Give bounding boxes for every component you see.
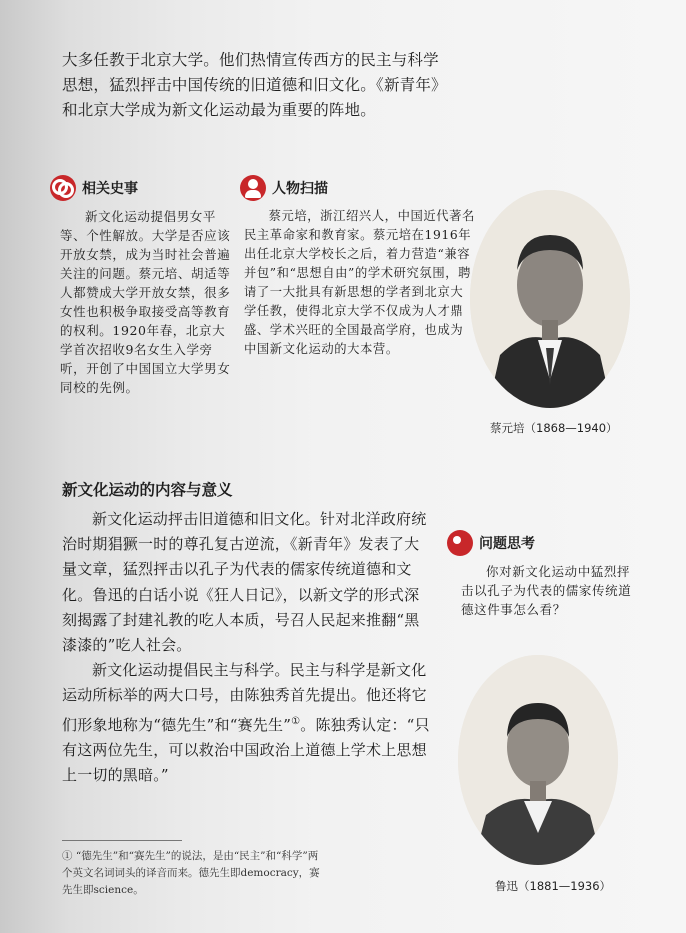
lu-xun-photo	[458, 655, 618, 865]
paragraph-2-part-1: 新文化运动提倡民主与科学。民主与科学是新文化运动所标举的两大口号，由陈独秀首先提出。他还将它们形象地称为“德先生”和“赛先生”	[62, 661, 427, 734]
lu-xun-portrait	[458, 655, 618, 865]
related-history-icon	[50, 175, 76, 201]
section-title: 新文化运动的内容与意义	[62, 481, 233, 499]
paragraph-2-part-2: 。陈独秀认定：“只有这两位先生，可以救治中国政治上道德上学术上思想上一切的黑暗。”	[62, 715, 430, 785]
profile-box	[240, 175, 475, 359]
question-text: 你对新文化运动中猛烈抨击以孔子为代表的儒家传统道德这件事怎么看？	[461, 564, 632, 617]
footnote-text: “德先生”和“赛先生”的说法，是由“民主”和“科学”两个英文名词词头的译音而来。德先生即democracy，赛先生即science。	[62, 850, 320, 896]
related-history-text: 新文化运动提倡男女平等、个性解放。大学是否应该开放女禁，成为当时社会普遍关注的问题。蔡元培、胡适等人都赞成大学开放女禁，很多女性也积极争取接受高等教育的权利。1920年春，北京大学首次招收9名女生入学旁听，开创了中国国立大学男女同校的先例。	[60, 209, 231, 395]
intro-text: 大多任教于北京大学。他们热情宣传西方的民主与科学思想，猛烈抨击中国传统的旧道德和旧文化。《新青年》和北京大学成为新文化运动最为重要的阵地。	[62, 51, 447, 119]
question-icon	[447, 530, 473, 556]
footnote	[62, 848, 322, 899]
question-header	[447, 530, 637, 556]
intro-paragraph	[62, 48, 447, 123]
question-title: 问题思考	[479, 536, 535, 552]
footnote-ref: ①	[291, 715, 301, 727]
cai-yuanpei-portrait	[470, 190, 630, 408]
profile-header	[240, 175, 475, 201]
profile-body	[240, 207, 475, 359]
cai-yuanpei-photo	[470, 190, 630, 408]
question-box	[447, 530, 637, 619]
footnote-mark: ①	[62, 850, 73, 862]
profile-text: 蔡元培，浙江绍兴人，中国近代著名民主革命家和教育家。蔡元培在1916年出任北京大学校长之后，着力营造“兼容并包”和“思想自由”的学术研究氛围，聘请了一大批具有新思想的学者到北京大学任教，使得北京大学不仅成为人才鼎盛、学术兴旺的全国最高学府，也成为中国新文化运动的大本营。	[244, 209, 475, 356]
related-history-box	[50, 175, 235, 397]
section-paragraph-2	[62, 658, 434, 788]
profile-title: 人物扫描	[272, 181, 328, 197]
lu-xun-caption: 鲁迅（1881—1936）	[495, 879, 612, 893]
related-history-header	[50, 175, 235, 201]
cai-caption: 蔡元培（1868—1940）	[490, 421, 618, 435]
footnote-divider	[62, 840, 182, 841]
section-body	[62, 507, 434, 788]
question-body	[447, 562, 637, 619]
related-history-body	[50, 207, 235, 397]
section-paragraph-1: 新文化运动抨击旧道德和旧文化。针对北洋政府统治时期猖獗一时的尊孔复古逆流，《新青年》发表了大量文章，猛烈抨击以孔子为代表的儒家传统道德和文化。鲁迅的白话小说《狂人日记》，以新文学的形式深刻揭露了封建礼教的吃人本质，号召人民起来推翻“黑漆漆的”吃人社会。	[62, 510, 427, 655]
person-icon	[240, 175, 266, 201]
related-history-title: 相关史事	[82, 181, 138, 197]
